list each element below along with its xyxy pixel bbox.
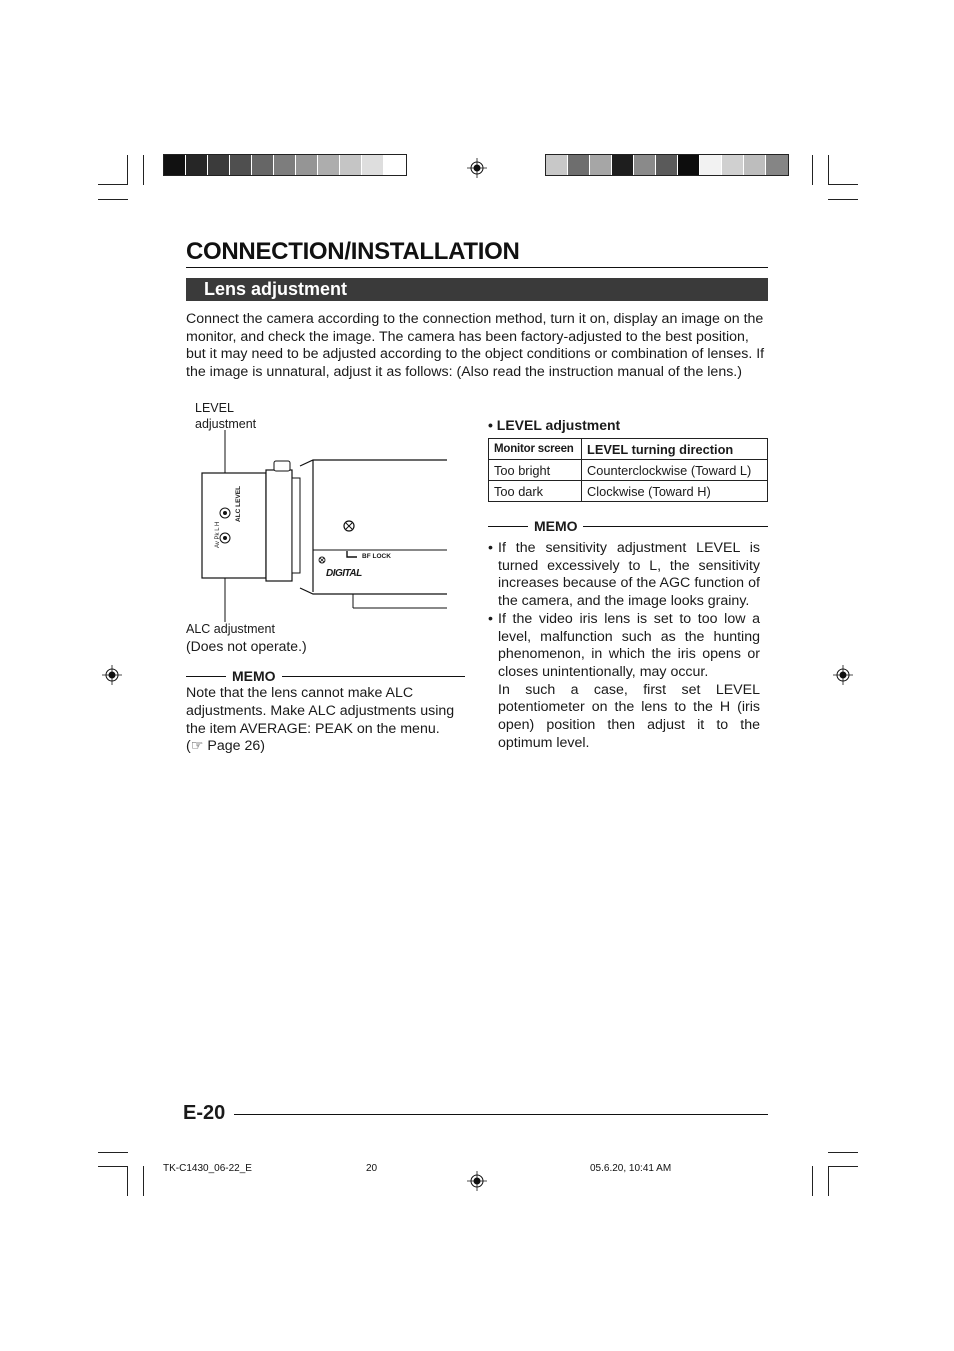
level-callout-line2: adjustment	[195, 416, 257, 431]
right-memo-heading	[488, 518, 768, 534]
section-title: Lens adjustment	[204, 279, 348, 299]
memo-continuation-text: In such a case, first set LEVEL potentiometer on the lens to the H (iris open) position then adjust it to the optimum level.	[498, 681, 760, 751]
left-memo-text: Note that the lens cannot make ALC adjustments. Make ALC adjustments using the item AVERAGE: PEAK on the menu. (☞ Page 26)	[186, 685, 455, 755]
table-cell: Clockwise (Toward H)	[582, 481, 768, 502]
list-item: • If the video iris lens is set to too low a level, malfunction such as the hunting phenomenon, in which the iris opens or closes unintentionally, may occur. In such a case, first set LEVEL potentiometer on the lens to the H (iris open) position then adjust it to the optimum level.	[488, 610, 760, 751]
left-memo-body: Note that the lens cannot make ALC adjustments. Make ALC adjustments using the item AVERAGE: PEAK on the menu.	[186, 685, 455, 737]
table-row	[489, 481, 768, 502]
list-item: • If the sensitivity adjustment LEVEL is turned excessively to L, the sensitivity increases because of the AGC function of the camera, and the image looks grainy.	[488, 540, 760, 610]
registration-mark-icon	[102, 665, 122, 685]
left-memo-heading	[186, 668, 465, 684]
alc-note: (Does not operate.)	[186, 638, 307, 654]
registration-mark-icon	[467, 158, 487, 178]
intro-paragraph: Connect the camera according to the connection method, turn it on, display an image on the monitor, and check the image. The camera has been factory-adjusted to the best position, but it may need to be adjusted according to the object conditions or combination of lenses. If the image is unnatural, adjust it as follows: (Also read the instruction manual of the lens.)	[186, 311, 765, 380]
lens-alc-level-marking: ALC LEVEL	[235, 485, 242, 522]
table-cell: Counterclockwise (Toward L)	[582, 460, 768, 481]
color-bar-right	[545, 154, 789, 176]
alc-adjustment-callout: ALC adjustment	[186, 622, 275, 636]
print-page-number: 20	[366, 1163, 378, 1174]
page-reference-link[interactable]: Page 26	[207, 738, 261, 755]
level-adjustment-table	[488, 438, 768, 502]
table-cell: Too bright	[489, 460, 582, 481]
level-callout-line1: LEVEL	[195, 401, 234, 415]
right-memo-label: MEMO	[534, 518, 578, 534]
table-header-cell: LEVEL turning direction	[582, 439, 768, 460]
left-memo-label: MEMO	[232, 668, 276, 684]
print-timestamp: 05.6.20, 10:41 AM	[590, 1163, 672, 1174]
registration-mark-icon	[467, 1171, 487, 1191]
level-adjustment-callout	[195, 401, 256, 432]
digital-logo-marking: DIGITAL	[326, 568, 362, 579]
chapter-title: CONNECTION/INSTALLATION	[186, 238, 520, 265]
print-file-name: TK-C1430_06-22_E	[163, 1163, 252, 1174]
page-number: E-20	[183, 1102, 226, 1124]
section-header	[186, 278, 768, 301]
table-header-cell: Monitor screen	[489, 439, 582, 460]
lens-dial-marks: Av Pk L H	[215, 521, 221, 548]
bf-lock-marking: BF LOCK	[362, 553, 391, 560]
registration-mark-icon	[833, 665, 853, 685]
title-rule	[186, 267, 768, 268]
table-header-row	[489, 439, 768, 460]
level-adjustment-heading: • LEVEL adjustment	[488, 417, 621, 433]
pointing-hand-icon: ☞	[190, 738, 204, 755]
table-cell: Too dark	[489, 481, 582, 502]
color-bar-left	[163, 154, 407, 176]
footer-rule	[234, 1114, 768, 1115]
right-memo-list	[488, 540, 760, 752]
table-row	[489, 460, 768, 481]
camera-lens-illustration	[195, 430, 455, 630]
memo-bullet-text: If the sensitivity adjustment LEVEL is turned excessively to L, the sensitivity increases because of the AGC function of the camera, and the image looks grainy.	[498, 540, 760, 610]
memo-bullet-text: If the video iris lens is set to too low a level, malfunction such as the hunting phenomenon, in which the iris opens or closes unintentionally, may occur.	[498, 610, 760, 680]
